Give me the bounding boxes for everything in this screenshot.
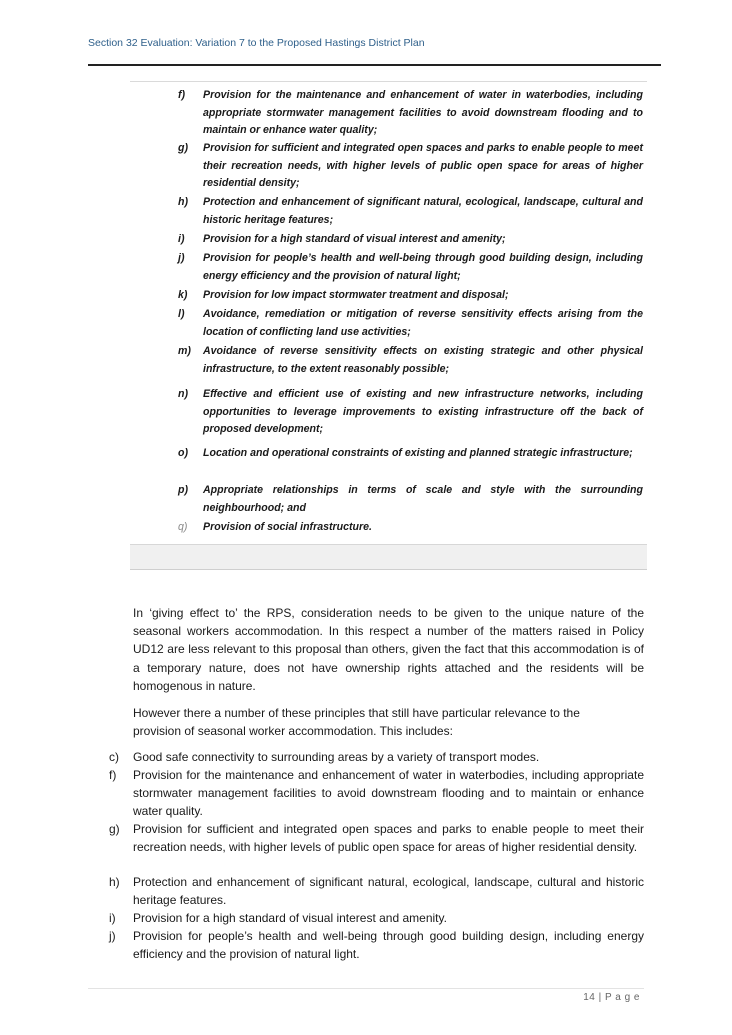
list-item-letter: g) bbox=[109, 822, 120, 836]
policy-item-text: Provision for low impact stormwater treatment and disposal; bbox=[203, 289, 509, 301]
policy-item-text: Provision for sufficient and integrated open spaces and parks to enable people to meet their recreation needs, with higher levels of public open space for areas of higher residential density; bbox=[203, 142, 643, 189]
list-item-letter: j) bbox=[109, 929, 116, 943]
policy-item bbox=[178, 445, 643, 463]
list-item-letter: f) bbox=[109, 768, 117, 782]
policy-item-letter: j) bbox=[178, 252, 185, 264]
list-item bbox=[109, 927, 644, 963]
policy-item-letter: f) bbox=[178, 89, 186, 101]
footer-divider bbox=[88, 988, 644, 989]
list-item bbox=[109, 873, 644, 909]
policy-item-letter: n) bbox=[178, 388, 188, 400]
policy-item bbox=[178, 231, 643, 249]
policy-item-text: Avoidance of reverse sensitivity effects on existing strategic and other physical infrastructure, to the extent reasonably possible; bbox=[203, 345, 643, 375]
policy-item-letter: q) bbox=[178, 521, 188, 533]
policy-item-letter: o) bbox=[178, 447, 188, 459]
policy-item bbox=[178, 306, 643, 341]
list-item-letter: i) bbox=[109, 911, 116, 925]
body-paragraph: In ‘giving effect to’ the RPS, consideration needs to be given to the unique nature of the seasonal workers accommodation. In this respect a number of the matters raised in Policy UD12 are less relevant to this proposal than others, given the fact that this accommodation is of a temporary nature, does not have ownership rights attached and the residents will be homogenous in nature. bbox=[133, 606, 644, 693]
policy-item bbox=[178, 386, 643, 439]
list-item-text: Protection and enhancement of significant natural, ecological, landscape, cultural and historic heritage features. bbox=[133, 875, 644, 907]
header-divider bbox=[88, 64, 661, 66]
policy-item-letter: h) bbox=[178, 196, 188, 208]
list-item bbox=[109, 820, 644, 856]
policy-item-text: Appropriate relationships in terms of scale and style with the surrounding neighbourhood; and bbox=[203, 484, 643, 514]
list-item-text: Good safe connectivity to surrounding areas by a variety of transport modes. bbox=[133, 750, 540, 764]
policy-item-letter: p) bbox=[178, 484, 188, 496]
body-paragraph: However there a number of these principles that still have particular relevance to the provision of seasonal worker accommodation. This includes: bbox=[133, 706, 580, 739]
policy-item bbox=[178, 519, 643, 537]
policy-item-text: Provision for the maintenance and enhancement of water in waterbodies, including appropriate stormwater management facilities to avoid downstream flooding and to maintain or enhance water quality; bbox=[203, 89, 643, 136]
policy-box-footer-band bbox=[130, 544, 647, 569]
policy-item-letter: l) bbox=[178, 308, 185, 320]
list-item-letter: h) bbox=[109, 875, 120, 889]
policy-item-text: Provision for people’s health and well-being through good building design, including energy efficiency and the provision of natural light; bbox=[203, 252, 643, 282]
policy-item bbox=[178, 343, 643, 378]
policy-item-letter: k) bbox=[178, 289, 188, 301]
list-item-letter: c) bbox=[109, 750, 119, 764]
list-item bbox=[109, 748, 644, 766]
policy-item bbox=[178, 87, 643, 140]
list-item-text: Provision for the maintenance and enhancement of water in waterbodies, including appropriate stormwater management facilities to avoid downstream flooding and to maintain or enhance water quality. bbox=[133, 768, 644, 818]
list-item bbox=[109, 909, 644, 927]
policy-item bbox=[178, 194, 643, 229]
policy-item-text: Provision of social infrastructure. bbox=[203, 521, 372, 533]
policy-item bbox=[178, 482, 643, 517]
policy-item-letter: g) bbox=[178, 142, 188, 154]
policy-item-text: Avoidance, remediation or mitigation of reverse sensitivity effects arising from the location of conflicting land use activities; bbox=[203, 308, 643, 338]
policy-item-text: Provision for a high standard of visual interest and amenity; bbox=[203, 233, 506, 245]
list-item bbox=[109, 766, 644, 820]
policy-item-text: Effective and efficient use of existing and new infrastructure networks, including opportunities to leverage improvements to existing infrastructure off the back of proposed development; bbox=[203, 388, 643, 435]
list-item-text: Provision for sufficient and integrated open spaces and parks to enable people to meet their recreation needs, with higher levels of public open space for areas of higher residential density. bbox=[133, 822, 644, 854]
policy-item bbox=[178, 140, 643, 193]
policy-item-letter: i) bbox=[178, 233, 185, 245]
document-header-title: Section 32 Evaluation: Variation 7 to the Proposed Hastings District Plan bbox=[88, 37, 425, 49]
policy-item bbox=[178, 250, 643, 285]
policy-quote-box bbox=[130, 81, 647, 570]
list-item-text: Provision for a high standard of visual interest and amenity. bbox=[133, 911, 447, 925]
page-number: 14 | P a g e bbox=[583, 992, 640, 1003]
policy-item-text: Protection and enhancement of significant natural, ecological, landscape, cultural and historic heritage features; bbox=[203, 196, 643, 226]
list-item-text: Provision for people’s health and well-being through good building design, including energy efficiency and the provision of natural light. bbox=[133, 929, 644, 961]
policy-item-letter: m) bbox=[178, 345, 191, 357]
policy-item bbox=[178, 287, 643, 305]
policy-item-text: Location and operational constraints of existing and planned strategic infrastructure; bbox=[203, 447, 633, 459]
